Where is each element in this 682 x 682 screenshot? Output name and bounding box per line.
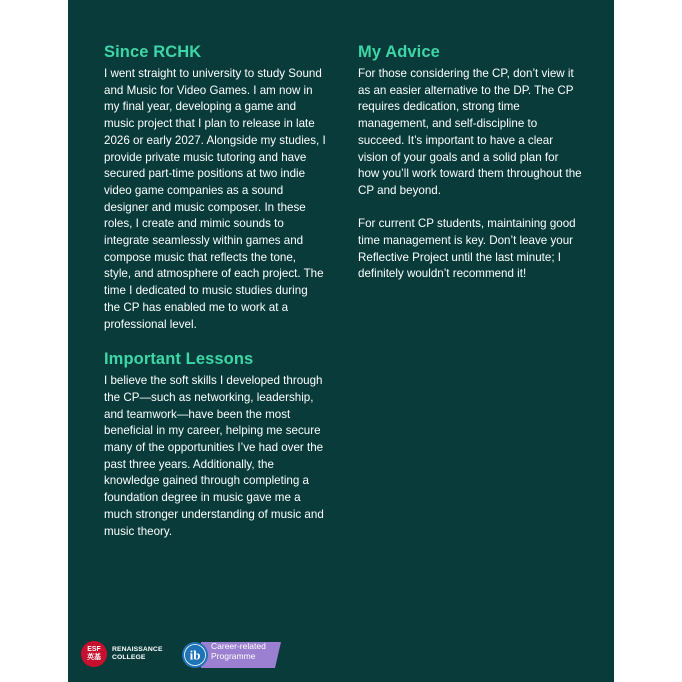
my-advice-heading: My Advice bbox=[358, 43, 440, 61]
my-advice-body-2: For current CP students, maintaining good time management is key. Don’t leave your Reflective Project until the last minute; I definitely wouldn’t recommend it! bbox=[358, 217, 576, 281]
ib-career-related-logo bbox=[181, 640, 281, 675]
important-lessons-heading: Important Lessons bbox=[104, 350, 254, 369]
esf-wordmark: RENAISSANCE COLLEGE bbox=[112, 646, 163, 661]
right-column bbox=[358, 43, 582, 283]
esf-badge-icon: ESF 英基 bbox=[81, 641, 107, 667]
ib-programme-label: Career-related Programme bbox=[211, 641, 266, 661]
important-lessons-body: I believe the soft skills I developed through the CP—such as networking, leadership, and teamwork—have been the most beneficial in my career, helping me secure many of the opportunities I’ve had over the past three years. Additionally, the knowledge gained through completing a foundation degree in music gave me a much stronger understanding of music and music theory. bbox=[104, 374, 324, 538]
since-rchk-body: I went straight to university to study Sound and Music for Video Games. I am now in my final year, developing a game and music project that I plan to release in late 2026 or early 2027. Alongside my studies, I provide private music tutoring and have secured part-time positions at two indie video game companies as a sound designer and music composer. In these roles, I create and mimic sounds to integrate seamlessly within games and compose music that reflects the tone, style, and atmosphere of each project. The time I dedicated to music studies during the CP has enabled me to work at a professional level. bbox=[104, 67, 326, 331]
svg-text:ib: ib bbox=[189, 647, 201, 663]
newsletter-page bbox=[68, 0, 614, 682]
my-advice-body-1: For those considering the CP, don’t view it as an easier alternative to the DP. The CP requires dedication, strong time management, and self-discipline to succeed. It’s important to have a clear vision of your goals and a solid plan for how you’ll work toward them throughout the CP and beyond. bbox=[358, 67, 582, 197]
since-rchk-heading: Since RCHK bbox=[104, 43, 202, 61]
left-column bbox=[104, 43, 326, 540]
esf-renaissance-logo bbox=[81, 641, 163, 667]
